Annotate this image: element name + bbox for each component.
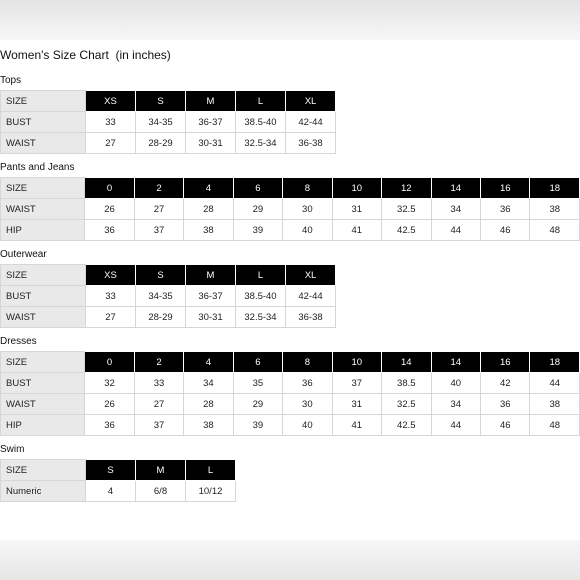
table-cell: 46 bbox=[481, 220, 530, 241]
header-cell: XL bbox=[286, 265, 336, 286]
table-row bbox=[1, 112, 336, 133]
table-cell: 32.5 bbox=[382, 199, 432, 220]
row-label: BUST bbox=[1, 112, 86, 133]
row-label: SIZE bbox=[1, 352, 85, 373]
table-row bbox=[1, 394, 580, 415]
table-cell: 38.5-40 bbox=[236, 112, 286, 133]
table-cell: 27 bbox=[134, 199, 183, 220]
header-cell: 14 bbox=[431, 352, 480, 373]
table-cell: 44 bbox=[431, 220, 480, 241]
table-cell: 38.5 bbox=[382, 373, 432, 394]
header-cell: 0 bbox=[85, 352, 134, 373]
table-cell: 38 bbox=[184, 415, 233, 436]
table-header-row bbox=[1, 265, 336, 286]
table-cell: 31 bbox=[332, 199, 381, 220]
table-row bbox=[1, 133, 336, 154]
table-cell: 36-37 bbox=[186, 112, 236, 133]
table-cell: 28-29 bbox=[136, 133, 186, 154]
table-cell: 33 bbox=[86, 112, 136, 133]
table-cell: 10/12 bbox=[186, 481, 236, 502]
header-cell: L bbox=[236, 265, 286, 286]
header-cell: S bbox=[136, 265, 186, 286]
header-cell: 18 bbox=[530, 352, 580, 373]
table-cell: 27 bbox=[86, 307, 136, 328]
table-cell: 41 bbox=[332, 220, 381, 241]
section-title-dresses: Dresses bbox=[0, 336, 37, 347]
tops-size-table bbox=[0, 90, 336, 154]
table-row bbox=[1, 286, 336, 307]
header-cell: XS bbox=[86, 91, 136, 112]
pants-jeans-size-table bbox=[0, 177, 580, 241]
header-cell: 14 bbox=[431, 178, 480, 199]
table-cell: 35 bbox=[233, 373, 282, 394]
outerwear-size-table bbox=[0, 264, 336, 328]
header-cell: L bbox=[236, 91, 286, 112]
table-cell: 33 bbox=[134, 373, 183, 394]
table-cell: 46 bbox=[481, 415, 530, 436]
table-cell: 30 bbox=[283, 199, 332, 220]
table-cell: 44 bbox=[431, 415, 480, 436]
table-cell: 30-31 bbox=[186, 133, 236, 154]
table-cell: 40 bbox=[283, 415, 332, 436]
table-cell: 38.5-40 bbox=[236, 286, 286, 307]
table-header-row bbox=[1, 460, 236, 481]
header-cell: XL bbox=[286, 91, 336, 112]
header-cell: S bbox=[86, 460, 136, 481]
header-cell: 2 bbox=[134, 178, 183, 199]
table-cell: 36-38 bbox=[286, 133, 336, 154]
table-cell: 48 bbox=[530, 220, 580, 241]
page-title: Women's Size Chart (in inches) bbox=[0, 48, 171, 62]
table-cell: 6/8 bbox=[136, 481, 186, 502]
table-cell: 37 bbox=[134, 220, 183, 241]
row-label: WAIST bbox=[1, 133, 86, 154]
table-cell: 28-29 bbox=[136, 307, 186, 328]
table-cell: 28 bbox=[184, 394, 233, 415]
header-cell: L bbox=[186, 460, 236, 481]
header-cell: 16 bbox=[481, 178, 530, 199]
header-cell: 6 bbox=[233, 352, 282, 373]
table-cell: 44 bbox=[530, 373, 580, 394]
table-header-row bbox=[1, 91, 336, 112]
table-cell: 36 bbox=[283, 373, 332, 394]
header-cell: 8 bbox=[283, 352, 332, 373]
table-cell: 32 bbox=[85, 373, 134, 394]
table-cell: 36 bbox=[85, 415, 134, 436]
table-row bbox=[1, 307, 336, 328]
header-cell: M bbox=[136, 460, 186, 481]
table-cell: 4 bbox=[86, 481, 136, 502]
table-row bbox=[1, 199, 580, 220]
top-fade-band bbox=[0, 0, 580, 40]
header-cell: M bbox=[186, 265, 236, 286]
table-cell: 34-35 bbox=[136, 286, 186, 307]
row-label: HIP bbox=[1, 415, 85, 436]
row-label: SIZE bbox=[1, 91, 86, 112]
table-cell: 36-38 bbox=[286, 307, 336, 328]
table-row bbox=[1, 481, 236, 502]
table-row bbox=[1, 415, 580, 436]
dresses-size-table bbox=[0, 351, 580, 436]
table-cell: 26 bbox=[85, 394, 134, 415]
table-header-row bbox=[1, 352, 580, 373]
table-cell: 38 bbox=[530, 199, 580, 220]
header-cell: XS bbox=[86, 265, 136, 286]
header-cell: 4 bbox=[184, 178, 233, 199]
table-header-row bbox=[1, 178, 580, 199]
header-cell: 18 bbox=[530, 178, 580, 199]
section-title-outerwear: Outerwear bbox=[0, 249, 47, 260]
table-row bbox=[1, 220, 580, 241]
table-cell: 36-37 bbox=[186, 286, 236, 307]
table-cell: 34 bbox=[431, 394, 480, 415]
header-cell: 2 bbox=[134, 352, 183, 373]
table-cell: 39 bbox=[233, 220, 282, 241]
table-cell: 34 bbox=[184, 373, 233, 394]
table-cell: 48 bbox=[530, 415, 580, 436]
bottom-fade-band bbox=[0, 540, 580, 580]
table-cell: 41 bbox=[332, 415, 381, 436]
table-cell: 29 bbox=[233, 394, 282, 415]
header-cell: 16 bbox=[481, 352, 530, 373]
table-cell: 27 bbox=[86, 133, 136, 154]
table-cell: 31 bbox=[332, 394, 381, 415]
header-cell: 10 bbox=[332, 352, 381, 373]
header-cell: 10 bbox=[332, 178, 381, 199]
table-cell: 37 bbox=[332, 373, 381, 394]
row-label: Numeric bbox=[1, 481, 86, 502]
row-label: WAIST bbox=[1, 394, 85, 415]
table-cell: 40 bbox=[431, 373, 480, 394]
header-cell: 14 bbox=[382, 352, 432, 373]
table-cell: 39 bbox=[233, 415, 282, 436]
row-label: BUST bbox=[1, 373, 85, 394]
row-label: SIZE bbox=[1, 460, 86, 481]
row-label: WAIST bbox=[1, 307, 86, 328]
table-cell: 42.5 bbox=[382, 220, 432, 241]
table-cell: 34-35 bbox=[136, 112, 186, 133]
table-cell: 33 bbox=[86, 286, 136, 307]
section-title-tops: Tops bbox=[0, 75, 22, 86]
row-label: SIZE bbox=[1, 178, 85, 199]
table-cell: 42-44 bbox=[286, 286, 336, 307]
table-cell: 34 bbox=[431, 199, 480, 220]
table-cell: 27 bbox=[134, 394, 183, 415]
section-title-pants-and-jeans: Pants and Jeans bbox=[0, 162, 75, 173]
table-row bbox=[1, 373, 580, 394]
table-cell: 30-31 bbox=[186, 307, 236, 328]
table-cell: 38 bbox=[184, 220, 233, 241]
row-label: SIZE bbox=[1, 265, 86, 286]
table-cell: 42.5 bbox=[382, 415, 432, 436]
table-cell: 37 bbox=[134, 415, 183, 436]
table-cell: 30 bbox=[283, 394, 332, 415]
table-cell: 26 bbox=[85, 199, 134, 220]
section-title-swim: Swim bbox=[0, 444, 25, 455]
table-cell: 40 bbox=[283, 220, 332, 241]
header-cell: 0 bbox=[85, 178, 134, 199]
table-cell: 32.5 bbox=[382, 394, 432, 415]
row-label: WAIST bbox=[1, 199, 85, 220]
table-cell: 32.5-34 bbox=[236, 307, 286, 328]
table-cell: 36 bbox=[481, 394, 530, 415]
table-cell: 42-44 bbox=[286, 112, 336, 133]
header-cell: S bbox=[136, 91, 186, 112]
header-cell: 4 bbox=[184, 352, 233, 373]
row-label: HIP bbox=[1, 220, 85, 241]
swim-size-table bbox=[0, 459, 236, 502]
table-cell: 42 bbox=[481, 373, 530, 394]
header-cell: M bbox=[186, 91, 236, 112]
row-label: BUST bbox=[1, 286, 86, 307]
header-cell: 8 bbox=[283, 178, 332, 199]
header-cell: 12 bbox=[382, 178, 432, 199]
header-cell: 6 bbox=[233, 178, 282, 199]
table-cell: 29 bbox=[233, 199, 282, 220]
table-cell: 36 bbox=[481, 199, 530, 220]
table-cell: 38 bbox=[530, 394, 580, 415]
table-cell: 28 bbox=[184, 199, 233, 220]
table-cell: 36 bbox=[85, 220, 134, 241]
table-cell: 32.5-34 bbox=[236, 133, 286, 154]
